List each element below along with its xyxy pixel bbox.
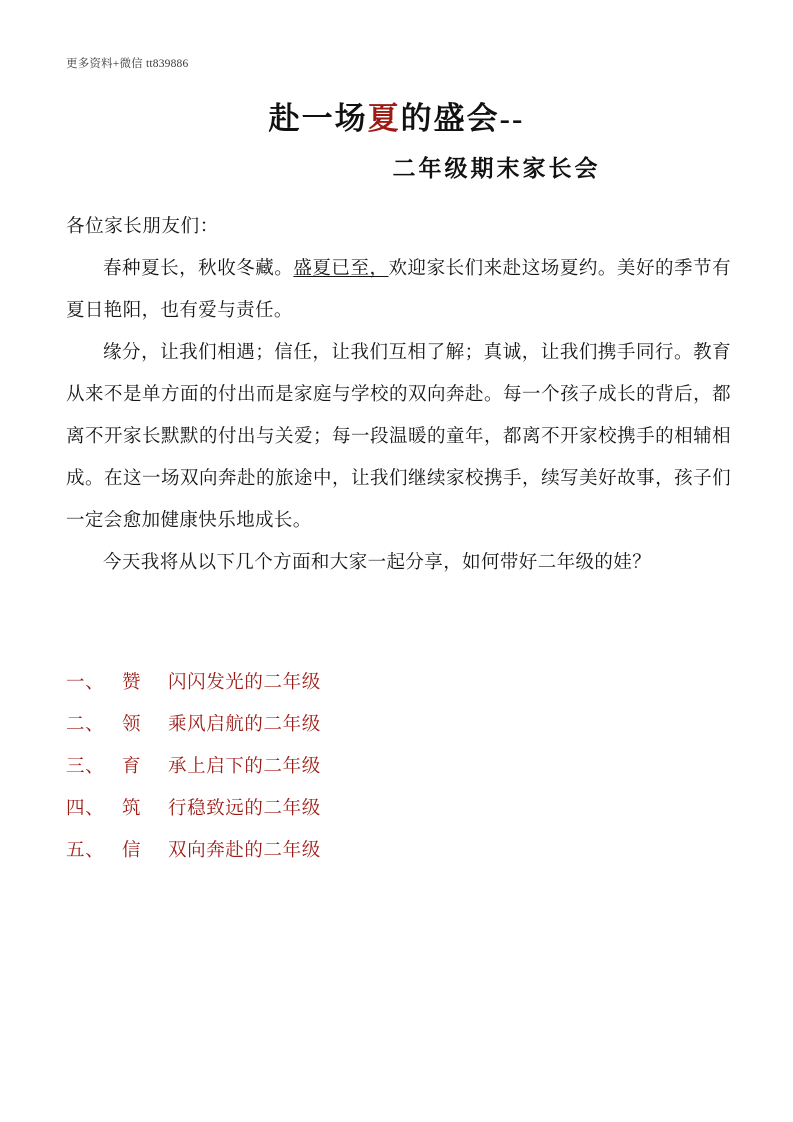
- list-item-desc: 承上启下的二年级: [168, 757, 321, 777]
- list-item: [66, 662, 731, 704]
- title-segment-highlight: 夏: [367, 101, 401, 136]
- list-item-key: 筑: [122, 799, 142, 819]
- list-item-desc: 双向奔赴的二年级: [168, 841, 321, 861]
- paragraph-3: 今天我将从以下几个方面和大家一起分享，如何带好二年级的娃？: [103, 553, 652, 573]
- list-item-key: 育: [122, 757, 142, 777]
- paragraph-1: [66, 248, 731, 332]
- paragraph-1-rest: 欢迎家长们来赴这场夏约。美好的季节有夏日艳阳，也有爱与责任。: [66, 259, 731, 321]
- salutation: 各位家长朋友们：: [66, 217, 219, 237]
- paragraph-2: 缘分，让我们相遇；信任，让我们互相了解；真诚，让我们携手同行。教育从来不是单方面的付出而是家庭与学校的双向奔赴。每一个孩子成长的背后，都离不开家长默默的付出与关爱；每一段温暖的童年，都离不开家校携手的相辅相成。在这一场双向奔赴的旅途中，让我们继续家校携手，续写美好故事，孩子们一定会愈加健康快乐地成长。: [66, 343, 731, 531]
- paragraph-1-underlined: 盛夏已至，: [293, 259, 389, 279]
- body-block: [66, 206, 731, 584]
- list-item-marker: 二、: [66, 715, 105, 735]
- page-title: [0, 98, 793, 140]
- list-item: [66, 830, 731, 872]
- list-item: [66, 704, 731, 746]
- title-block: [0, 98, 793, 184]
- list-item-key: 赞: [122, 673, 142, 693]
- list-item-marker: 三、: [66, 757, 105, 777]
- list-item-desc: 乘风启航的二年级: [168, 715, 321, 735]
- list-item-key: 领: [122, 715, 142, 735]
- list-item-desc: 行稳致远的二年级: [168, 799, 321, 819]
- list-item-marker: 四、: [66, 799, 105, 819]
- list-item-key: 信: [122, 841, 142, 861]
- paragraph-1-lead: 春种夏长，秋收冬藏。: [103, 259, 294, 279]
- watermark-text: 更多资料+微信 tt839886: [66, 58, 189, 70]
- list-item-desc: 闪闪发光的二年级: [168, 673, 321, 693]
- list-item-marker: 一、: [66, 673, 105, 693]
- outline-list: [66, 662, 731, 872]
- list-item: [66, 746, 731, 788]
- title-segment-after: 的盛会--: [400, 101, 525, 136]
- list-item: [66, 788, 731, 830]
- title-segment-before: 赴一场: [268, 101, 368, 136]
- list-item-marker: 五、: [66, 841, 105, 861]
- page-subtitle: 二年级期末家长会: [392, 155, 601, 181]
